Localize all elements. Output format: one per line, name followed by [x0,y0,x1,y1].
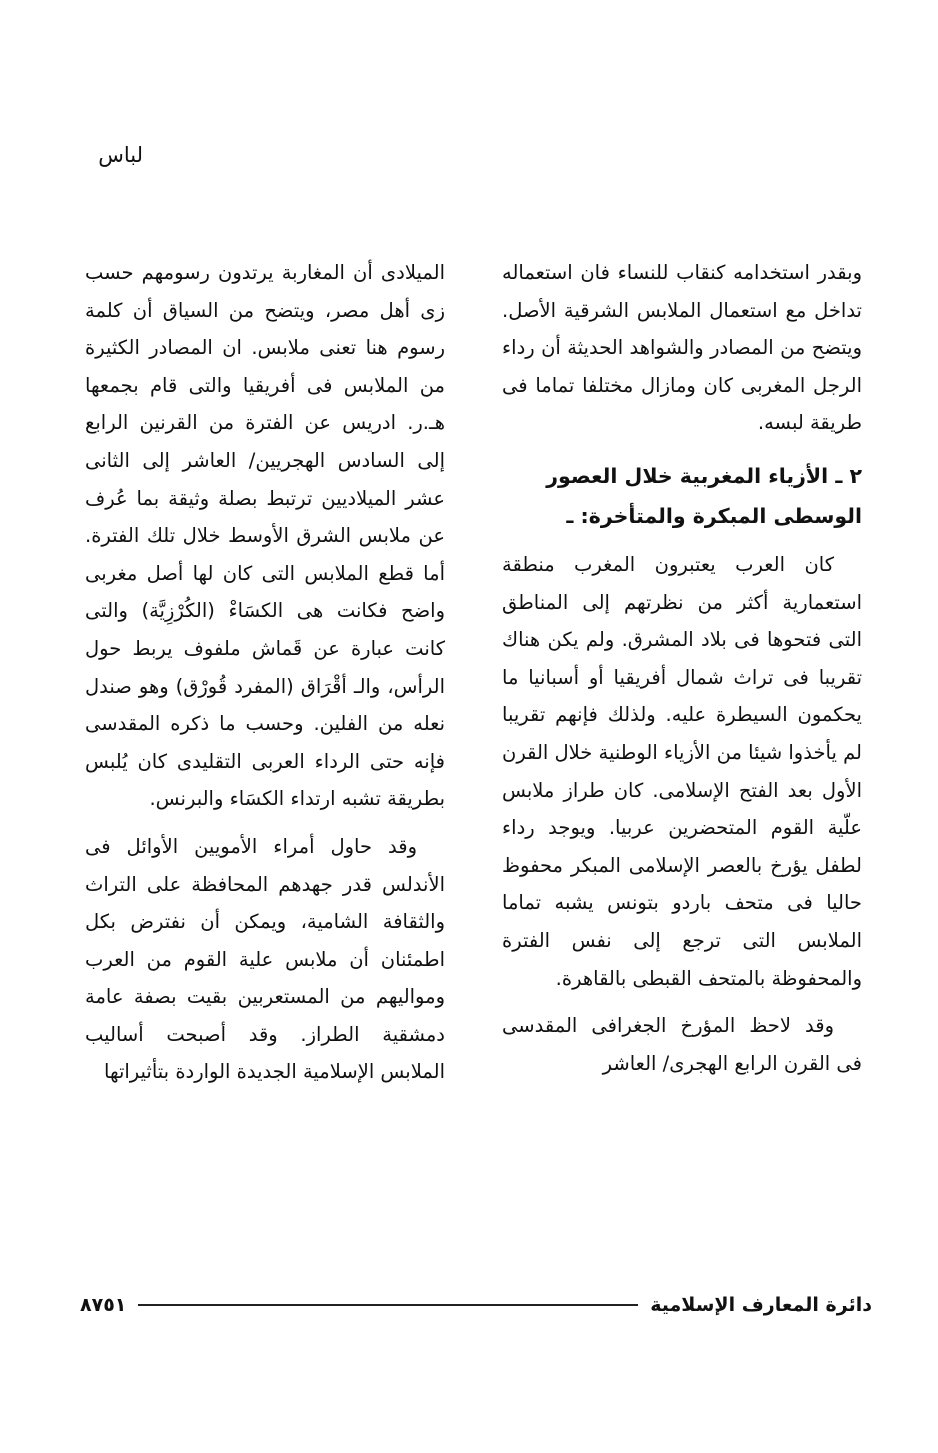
right-column [502,254,862,1082]
page-number: ٨٧٥١ [80,1294,127,1316]
running-head: لباس [98,143,143,167]
footer-rule [138,1304,638,1306]
paragraph: وبقدر استخدامه كنقاب للنساء فان استعماله تداخل مع استعمال الملابس الشرقية الأصل. ويتضح من المصادر والشواهد الحديثة أن رداء الرجل المغربى كان ومازال مختلفا تماما فى طريقة لبسه. [502,261,862,435]
footer-title: دائرة المعارف الإسلامية [650,1294,872,1316]
paragraph: وقد حاول أمراء الأمويين الأوائل فى الأندلس قدر جهدهم المحافظة على التراث والثقافة الشامية، ويمكن أن نفترض بكل اطمئنان أن ملابس علية القوم من العرب ومواليهم من المستعربين بقيت بصفة عامة دمشقية الطراز. وقد أصبحت أساليب الملابس الإسلامية الجديدة الواردة بتأثيراتها [85,834,445,1084]
left-column [85,254,445,1091]
paragraph: كان العرب يعتبرون المغرب منطقة استعمارية أكثر من نظرتهم إلى المناطق التى فتحوها فى بلاد المشرق. ولم يكن هناك تقريبا فى تراث شمال أفريقيا أو أسبانيا ما يحكمون السيطرة عليه. ولذلك فإنهم تقريبا لم يأخذوا شيئا من الأزياء الوطنية خلال القرن الأول بعد الفتح الإسلامى. كان طراز ملابس علّية القوم المتحضرين عربيا. ويوجد رداء لطفل يؤرخ بالعصر الإسلامى المبكر محفوظ حاليا فى متحف باردو بتونس يشبه تماما الملابس التى ترجع إلى نفس الفترة والمحفوظة بالمتحف القبطى بالقاهرة. [502,552,862,990]
paragraph: وقد لاحظ المؤرخ الجغرافى المقدسى فى القرن الرابع الهجرى/ العاشر [502,1014,862,1075]
section-heading: ٢ ـ الأزياء المغربية خلال العصور الوسطى المبكرة والمتأخرة: ـ [546,463,862,528]
paragraph: الميلادى أن المغاربة يرتدون رسومهم حسب زى أهل مصر، ويتضح من السياق أن كلمة رسوم هنا تعنى ملابس. ان المصادر الكثيرة من الملابس فى أفريقيا والتى قام بجمعها هـ.ر. ادريس عن الفترة من القرنين الرابع إلى السادس الهجريين/ العاشر إلى الثانى عشر الميلاديين ترتبط بصلة وثيقة بما عُرف عن ملابس الشرق الأوسط خلال تلك الفترة. أما قطع الملابس التى كان لها أصل مغربى واضح فكانت هى الكسَاءْ (الكُرْزِيَّة) والتى كانت عبارة عن قَماش ملفوف يربط حول الرأس، والـ أقْرَاق (المفرد قُورْق) وهو صندل نعله من الفلين. وحسب ما ذكره المقدسى فإنه حتى الرداء العربى التقليدى كان يُلبس بطريقة تشبه ارتداء الكسَاء والبرنس. [85,261,445,811]
page-footer [80,1290,872,1320]
